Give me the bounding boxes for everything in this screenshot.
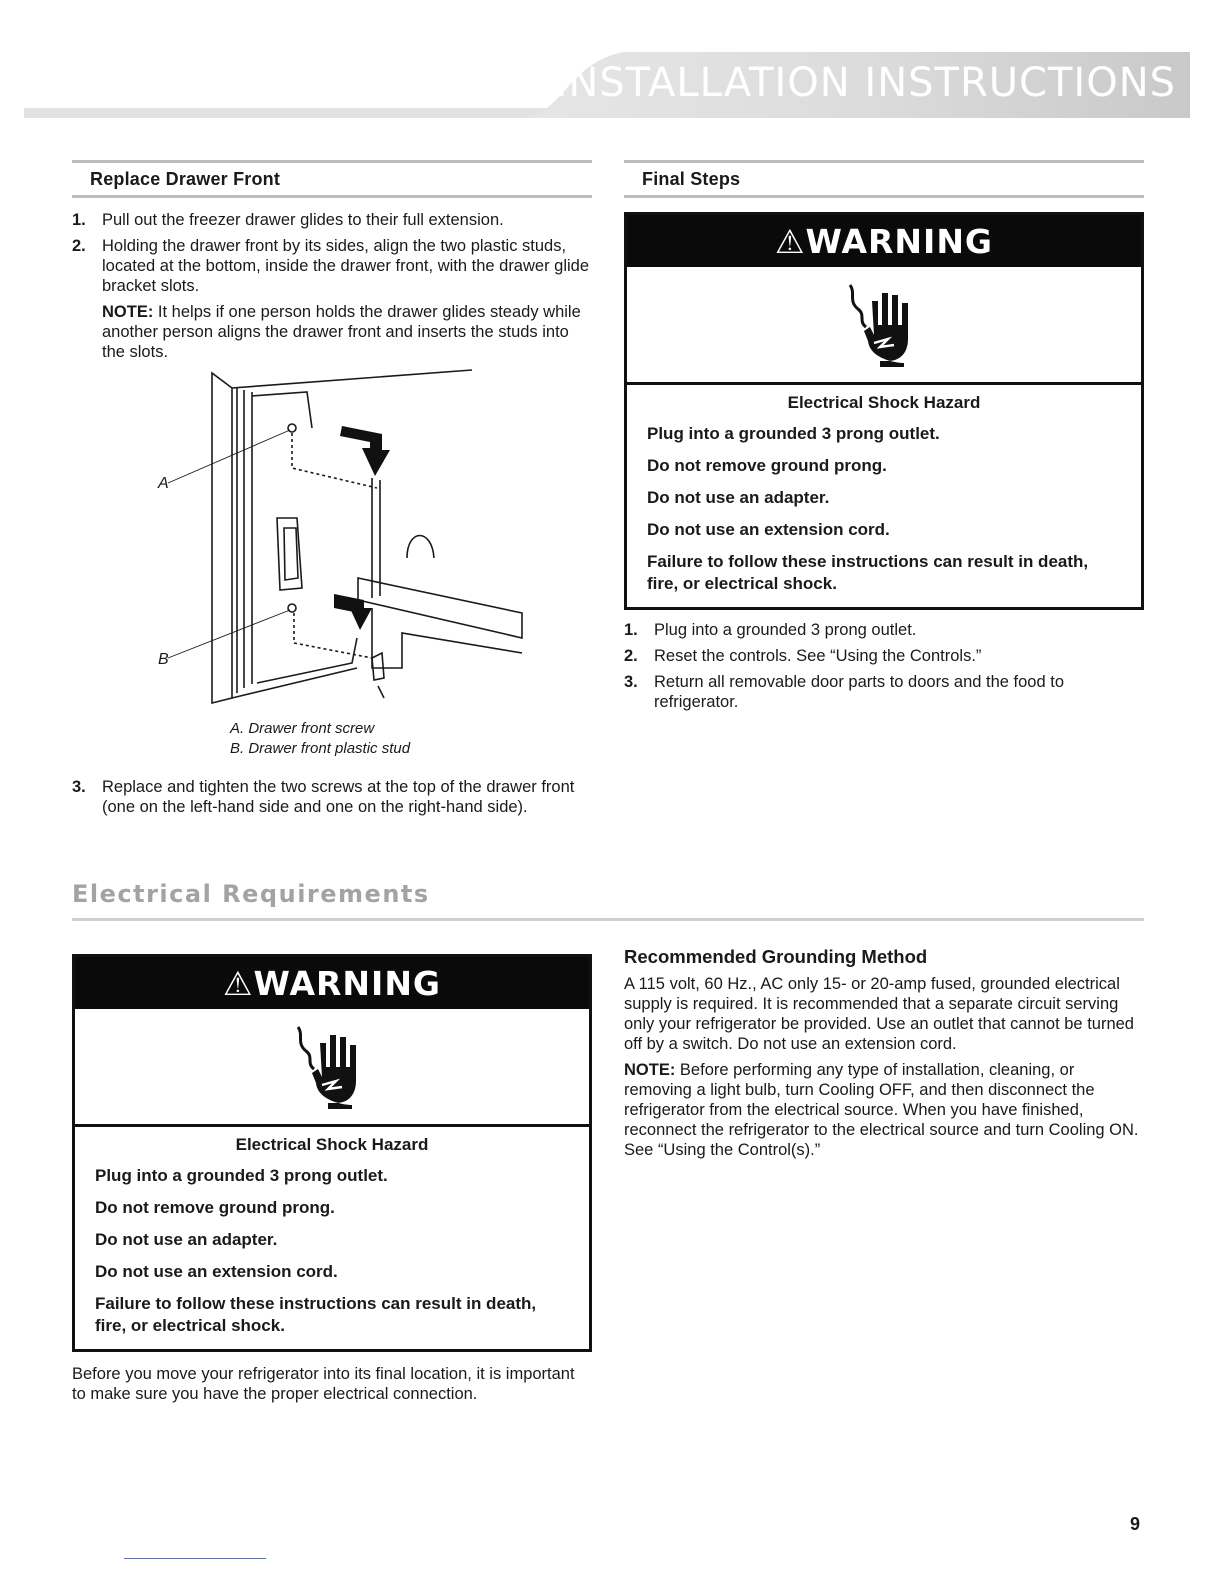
warning-line: Failure to follow these instructions can result in death, fire, or electrical shock.: [647, 552, 1089, 593]
step-item: 1. Plug into a grounded 3 prong outlet.: [624, 621, 917, 639]
hazard-title: Electrical Shock Hazard: [235, 1135, 429, 1154]
warning-line: Do not use an extension cord.: [647, 520, 890, 539]
electrical-shock-hand-icon: [844, 281, 924, 367]
label-b: B: [158, 651, 169, 668]
hazard-title: Electrical Shock Hazard: [787, 393, 981, 412]
grounding-heading: Recommended Grounding Method: [624, 946, 928, 967]
figure-caption-b: B. Drawer front plastic stud: [230, 740, 411, 757]
drawer-front-illustration: [72, 368, 592, 713]
warning-banner: ⚠WARNING: [627, 215, 1141, 267]
warning-box: [72, 954, 592, 1352]
step-item: 2. Reset the controls. See “Using the Controls.”: [624, 647, 982, 665]
warning-line: Plug into a grounded 3 prong outlet.: [95, 1166, 388, 1185]
figure-caption-a: A. Drawer front screw: [230, 720, 375, 737]
final-steps-section: [624, 160, 1144, 718]
warning-box: [624, 212, 1144, 610]
final-steps-list: [624, 620, 1144, 712]
label-a: A: [158, 475, 169, 492]
warning-banner: ⚠WARNING: [75, 957, 589, 1009]
warning-line: Plug into a grounded 3 prong outlet.: [647, 424, 940, 443]
electrical-shock-hand-icon: [292, 1023, 372, 1109]
warning-line: Do not remove ground prong.: [647, 456, 887, 475]
electrical-requirements-heading: Electrical Requirements: [72, 880, 1144, 921]
steps-list-continued: [72, 777, 592, 817]
page-number: 9: [1129, 1514, 1140, 1534]
electrical-warning-section: [72, 954, 592, 1410]
grounding-section: [624, 946, 1144, 1166]
warning-line: Failure to follow these instructions can result in death, fire, or electrical shock.: [95, 1294, 537, 1335]
step-item: 3. Return all removable door parts to doors and the food to refrigerator.: [624, 673, 1064, 711]
step-item: 3. Replace and tighten the two screws at the top of the drawer front (one on the left-hand side and one on the right-hand side).: [72, 778, 575, 816]
steps-list: [72, 210, 592, 296]
step-item: 1. Pull out the freezer drawer glides to their full extension.: [72, 211, 504, 229]
page-title: INSTALLATION INSTRUCTIONS: [555, 60, 1176, 106]
grounding-text: A 115 volt, 60 Hz., AC only 15- or 20-amp fused, grounded electrical supply is required. It is recommended that a separate circuit serving only your refrigerator be provided. Use an outlet that cannot be turned off by a switch. Do not use an extension cord.: [624, 975, 1134, 1053]
footer-divider: [124, 1558, 266, 1559]
grounding-note: NOTE: Before performing any type of installation, cleaning, or removing a light bulb, turn Cooling OFF, and then disconnect the refrigerator from the electrical source. When you have finished, reconnect the refrigerator to the electrical source and turn Cooling ON. See “Using the Control(s).”: [624, 1061, 1139, 1159]
warning-line: Do not use an adapter.: [95, 1230, 278, 1249]
section-heading: Replace Drawer Front: [72, 160, 592, 198]
note-paragraph: NOTE: It helps if one person holds the drawer glides steady while another person aligns the drawer front and inserts the studs into the slots.: [102, 303, 581, 361]
warning-line: Do not use an extension cord.: [95, 1262, 338, 1281]
step-item: 2. Holding the drawer front by its sides, align the two plastic studs, located at the bottom, inside the drawer front, with the drawer glide bracket slots.: [72, 237, 590, 295]
replace-drawer-section: [72, 160, 592, 823]
warning-line: Do not use an adapter.: [647, 488, 830, 507]
electrical-intro: Before you move your refrigerator into its final location, it is important to make sure you have the proper electrical connection.: [72, 1365, 575, 1403]
warning-line: Do not remove ground prong.: [95, 1198, 335, 1217]
section-heading: Final Steps: [624, 160, 1144, 198]
